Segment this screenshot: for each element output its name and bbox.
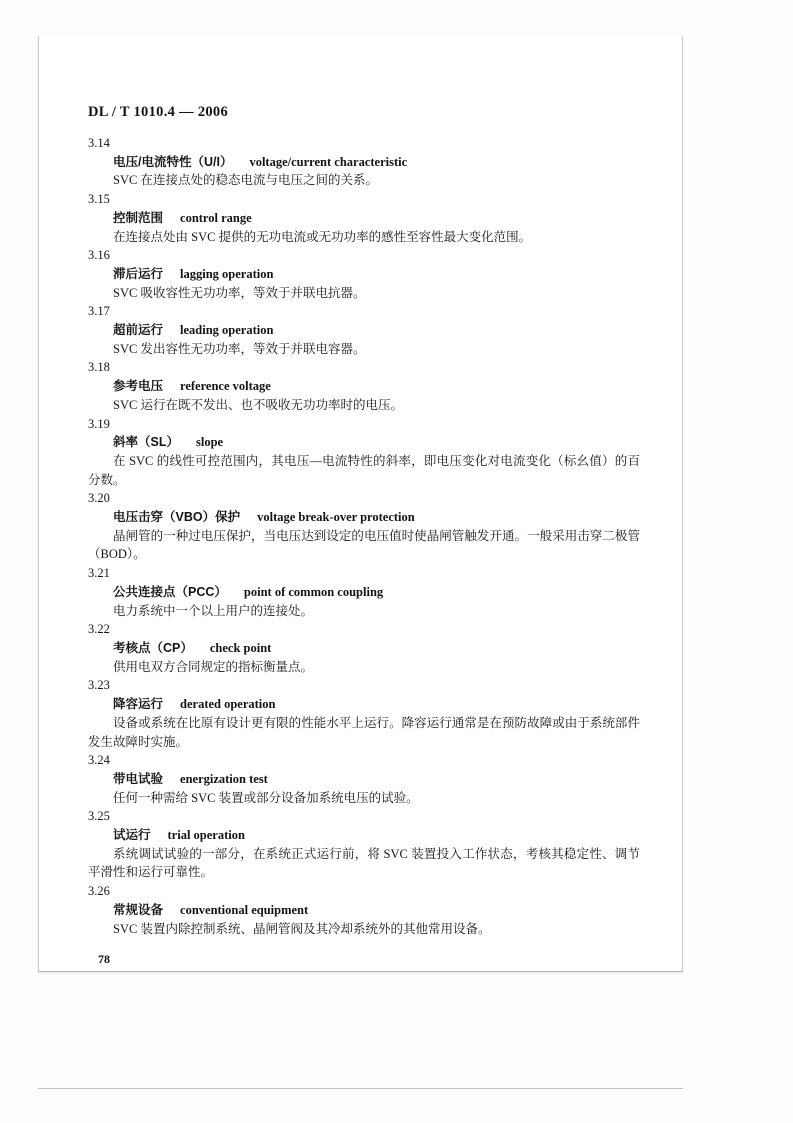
next-page-top-edge [38, 1088, 683, 1089]
term-english: slope [195, 435, 224, 450]
definition-text: SVC 装置内除控制系统、晶闸管阀及其冷却系统外的其他常用设备。 [113, 921, 491, 936]
term-chinese: 滞后运行 [113, 266, 164, 281]
definition-text: 供用电双方合同规定的指标衡量点。 [113, 659, 314, 674]
term-line [113, 508, 640, 527]
section-number: 3.24 [88, 753, 110, 768]
definition-text: SVC 吸收容性无功功率，等效于并联电抗器。 [113, 285, 366, 300]
term-line [113, 770, 640, 789]
term-line [113, 209, 640, 228]
term-line [113, 639, 640, 658]
term-chinese: 常规设备 [113, 902, 164, 917]
term-line [113, 826, 640, 845]
term-chinese: 超前运行 [113, 323, 164, 338]
term-english: lagging operation [180, 266, 274, 281]
term-line [113, 153, 640, 172]
definition-section [88, 807, 640, 882]
page-number: 78 [98, 952, 110, 967]
section-number: 3.26 [88, 884, 110, 899]
definition-section [88, 302, 640, 358]
term-line [113, 377, 640, 396]
section-number: 3.23 [88, 678, 110, 693]
definition-section [88, 134, 640, 190]
definition-text: 系统调试试验的一部分，在系统正式运行前，将 SVC 装置投入工作状态，考核其稳定性、调节平滑性和运行可靠性。 [88, 846, 640, 880]
definition-section [88, 751, 640, 807]
term-english: conventional equipment [180, 902, 309, 917]
term-chinese: 带电试验 [113, 771, 164, 786]
term-english: leading operation [180, 323, 274, 338]
term-chinese: 控制范围 [113, 210, 164, 225]
definitions-list [88, 134, 640, 938]
definition-section [88, 190, 640, 246]
definition-section [88, 358, 640, 414]
section-number: 3.25 [88, 809, 110, 824]
definition-section [88, 620, 640, 676]
definition-text: 任何一种需给 SVC 装置或部分设备加系统电压的试验。 [113, 790, 419, 805]
term-english: point of common coupling [243, 584, 384, 599]
term-chinese: 电压击穿（VBO）保护 [113, 510, 241, 525]
term-line [113, 583, 640, 602]
definition-section [88, 489, 640, 564]
definition-section [88, 564, 640, 620]
term-chinese: 斜率（SL） [113, 435, 179, 450]
section-number: 3.14 [88, 136, 110, 150]
definition-text: 在连接点处由 SVC 提供的无功电流或无功功率的感性至容性最大变化范围。 [113, 229, 532, 244]
definition-text: 电力系统中一个以上用户的连接处。 [113, 603, 314, 618]
term-chinese: 降容运行 [113, 697, 164, 712]
section-number: 3.15 [88, 192, 110, 207]
page-content [39, 36, 682, 967]
section-number: 3.18 [88, 360, 110, 375]
term-english: reference voltage [180, 379, 271, 394]
section-number: 3.19 [88, 416, 110, 431]
definition-text: 设备或系统在比原有设计更有限的性能水平上运行。降容运行通常是在预防故障或由于系统部件发生故障时实施。 [88, 715, 640, 749]
term-chinese: 电压/电流特性（U/I） [113, 154, 233, 169]
term-line [113, 321, 640, 340]
term-line [113, 901, 640, 920]
definition-section [88, 676, 640, 751]
definition-text: SVC 发出容性无功功率，等效于并联电容器。 [113, 341, 366, 356]
definition-text: SVC 在连接点处的稳态电流与电压之间的关系。 [113, 173, 378, 188]
section-number: 3.16 [88, 248, 110, 263]
term-chinese: 考核点（CP） [113, 640, 193, 655]
term-english: check point [209, 640, 272, 655]
document-page [38, 36, 683, 972]
definition-section [88, 882, 640, 938]
term-english: derated operation [180, 697, 276, 712]
term-line [113, 433, 640, 452]
definition-section [88, 415, 640, 490]
term-english: control range [180, 210, 252, 225]
definition-section [88, 246, 640, 302]
section-number: 3.21 [88, 566, 110, 581]
term-english: energization test [180, 771, 268, 786]
definition-text: 晶闸管的一种过电压保护，当电压达到设定的电压值时使晶闸管触发开通。一般采用击穿二极管（BOD）。 [88, 528, 640, 562]
term-english: voltage break-over protection [257, 510, 415, 525]
standard-number-header: DL / T 1010.4 — 2006 [88, 104, 229, 120]
term-chinese: 参考电压 [113, 379, 164, 394]
term-line [113, 695, 640, 714]
term-english: voltage/current characteristic [249, 154, 408, 169]
definition-text: 在 SVC 的线性可控范围内，其电压—电流特性的斜率，即电压变化对电流变化（标幺值）的百分数。 [88, 453, 640, 487]
term-chinese: 公共连接点（PCC） [113, 584, 227, 599]
term-english: trial operation [167, 828, 245, 843]
section-number: 3.20 [88, 491, 110, 506]
term-line [113, 265, 640, 284]
term-chinese: 试运行 [113, 828, 151, 843]
section-number: 3.17 [88, 304, 110, 319]
section-number: 3.22 [88, 622, 110, 637]
definition-text: SVC 运行在既不发出、也不吸收无功功率时的电压。 [113, 397, 403, 412]
